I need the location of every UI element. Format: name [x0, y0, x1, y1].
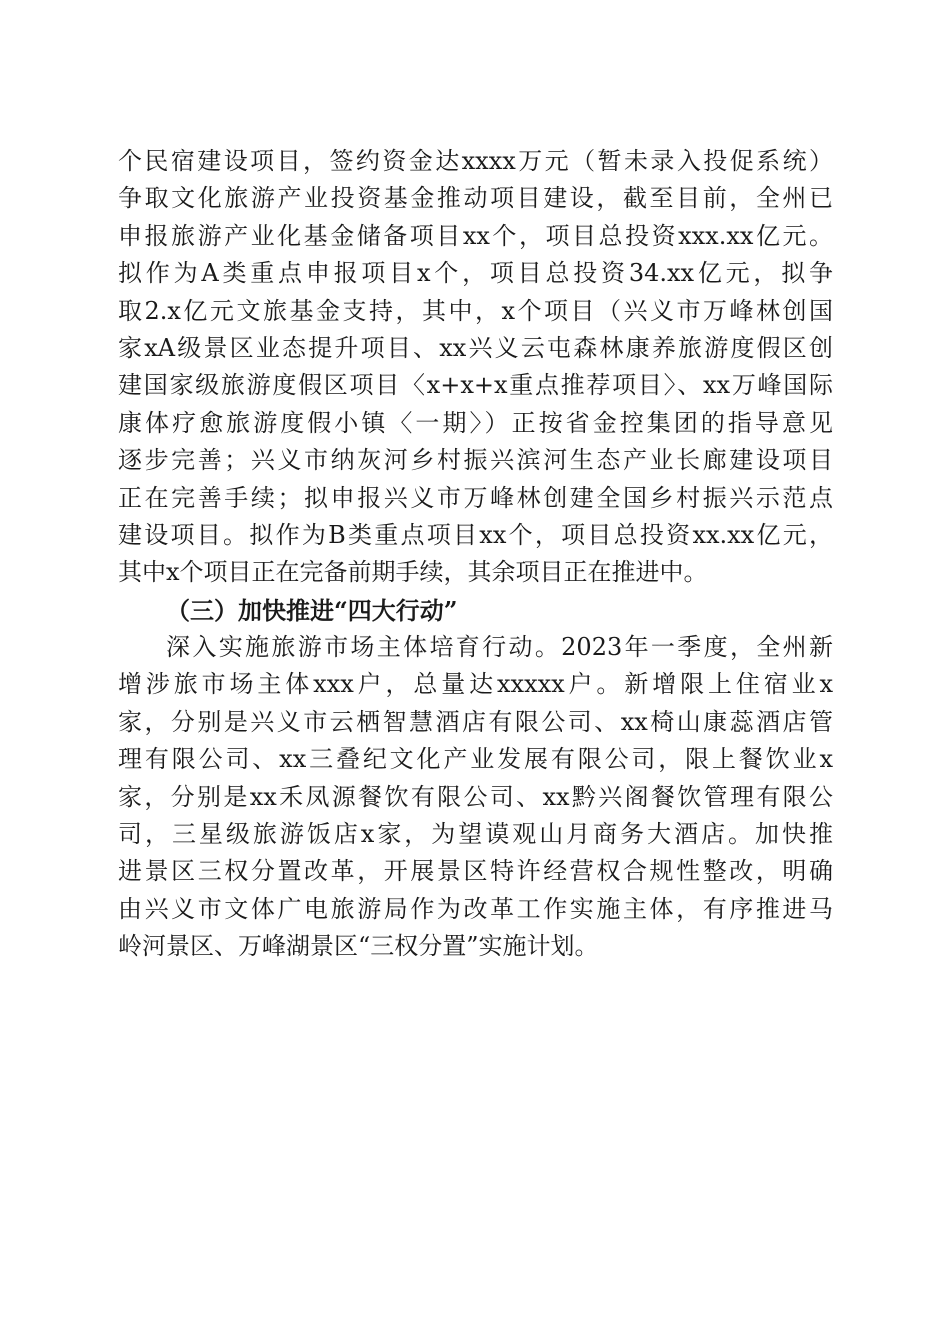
paragraph-line: 争取文化旅游产业投资基金推动项目建设，截至目前，全州已: [118, 184, 833, 213]
paragraph-line: 逐步完善；兴义市纳灰河乡村振兴滨河生态产业长廊建设项目: [118, 446, 833, 475]
paragraph-line: 申报旅游产业化基金储备项目xx个，项目总投资xxx.xx亿元。: [118, 221, 833, 250]
paragraph-line: 康体疗愈旅游度假小镇〈一期〉）正按省金控集团的指导意见: [118, 408, 833, 437]
paragraph-line: 增涉旅市场主体xxx户，总量达xxxxx户。新增限上住宿业x: [118, 670, 833, 699]
paragraph-line: 家，分别是兴义市云栖智慧酒店有限公司、xx椅山康蕊酒店管: [118, 707, 833, 736]
paragraph-line: 家xA级景区业态提升项目、xx兴义云屯森林康养旅游度假区创: [118, 333, 833, 362]
paragraph-line: 拟作为A类重点申报项目x个，项目总投资34.xx亿元，拟争: [118, 259, 833, 288]
paragraph-line: 其中x个项目正在完备前期手续，其余项目正在推进中。: [118, 558, 708, 587]
paragraph-line: 岭河景区、万峰湖景区“三权分置”实施计划。: [118, 932, 599, 961]
document-body: [118, 143, 833, 966]
paragraph-line: 正在完善手续；拟申报兴义市万峰林创建全国乡村振兴示范点: [118, 483, 833, 512]
paragraph-line: 理有限公司、xx三叠纪文化产业发展有限公司，限上餐饮业x: [118, 745, 833, 774]
paragraph-line: 深入实施旅游市场主体培育行动。2023年一季度，全州新: [166, 633, 833, 662]
paragraph-line: 个民宿建设项目，签约资金达xxxx万元（暂未录入投促系统）: [118, 147, 833, 175]
paragraph-line: 取2.x亿元文旅基金支持，其中，x个项目（兴义市万峰林创国: [118, 296, 833, 325]
section-heading: （三）加快推进“四大行动”: [166, 595, 458, 625]
paragraph-line: 建国家级旅游度假区项目〈x+x+x重点推荐项目〉、xx万峰国际: [118, 371, 833, 400]
paragraph-line: 建设项目。拟作为B类重点项目xx个，项目总投资xx.xx亿元，: [118, 520, 833, 549]
paragraph-line: 进景区三权分置改革，开展景区特许经营权合规性整改，明确: [118, 857, 833, 886]
paragraph-line: 由兴义市文体广电旅游局作为改革工作实施主体，有序推进马: [118, 894, 833, 923]
paragraph-line: 司，三星级旅游饭店x家，为望谟观山月商务大酒店。加快推: [118, 820, 833, 849]
paragraph-line: 家，分别是xx禾凤源餐饮有限公司、xx黔兴阁餐饮管理有限公: [118, 782, 833, 811]
